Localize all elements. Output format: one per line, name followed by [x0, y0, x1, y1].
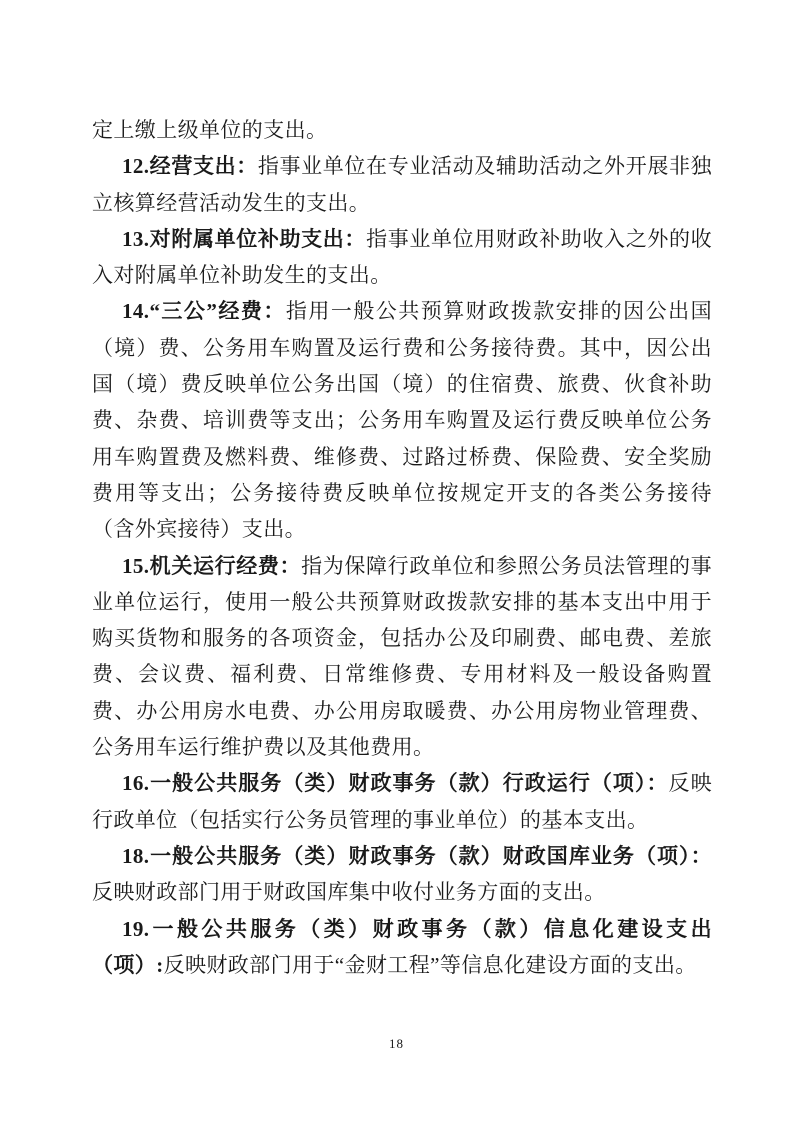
- paragraph-text: 指为保障行政单位和参照公务员法管理的事业单位运行，使用一般公共预算财政拨款安排的基本支出中用于购买货物和服务的各项资金，包括办公及印刷费、邮电费、差旅费、会议费、福利费、日常维修费、专用材料及一般设备购置费、办公用房水电费、办公用房取暖费、办公用房物业管理费、公务用车运行维护费以及其他费用。: [92, 553, 712, 760]
- term-label: 12.经营支出：: [122, 154, 258, 179]
- paragraph-item-19: [92, 911, 712, 984]
- paragraph-item-14: [92, 293, 712, 547]
- term-label: 15.机关运行经费：: [122, 553, 302, 578]
- paragraph-text: 指事业单位在专业活动及辅助活动之外开展非独立核算经营活动发生的支出。: [92, 154, 712, 215]
- term-label: 19.一般公共服务（类）财政事务（款）信息化建设支出（项）:: [92, 916, 712, 977]
- document-body: [92, 112, 712, 983]
- paragraph-text: 指事业单位用财政补助收入之外的收入对附属单位补助发生的支出。: [92, 226, 713, 288]
- paragraph-item-16: [92, 765, 712, 838]
- paragraph-item-18: [92, 838, 712, 911]
- paragraph-text: 反映财政部门用于财政国库集中收付业务方面的支出。: [92, 880, 606, 905]
- paragraph-text: 反映行政单位（包括实行公务员管理的事业单位）的基本支出。: [92, 771, 712, 832]
- paragraph-text: 指用一般公共预算财政拨款安排的因公出国（境）费、公务用车购置及运行费和公务接待费。其中，因公出国（境）费反映单位公务出国（境）的住宿费、旅费、伙食补助费、杂费、培训费等支出；公务用车购置及运行费反映单位公务用车购置费及燃料费、维修费、过路过桥费、保险费、安全奖励费用等支出；公务接待费反映单位按规定开支的各类公务接待（含外宾接待）支出。: [92, 299, 712, 542]
- paragraph-item-12: [92, 148, 712, 221]
- term-label: 18.一般公共服务（类）财政事务（款）财政国库业务（项）：: [122, 843, 712, 868]
- page-number: 18: [389, 1036, 404, 1051]
- paragraph-item-15: [92, 548, 712, 766]
- paragraph-item-13: [92, 221, 712, 294]
- term-label: 14.“三公”经费：: [122, 299, 286, 324]
- term-label: 16.一般公共服务（类）财政事务（款）行政运行（项）：: [122, 771, 669, 796]
- term-label: 13.对附属单位补助支出：: [122, 226, 367, 251]
- paragraph-continuation: [92, 112, 712, 148]
- paragraph-text: 定上缴上级单位的支出。: [92, 118, 328, 142]
- paragraph-text: 反映财政部门用于“金财工程”等信息化建设方面的支出。: [163, 952, 697, 977]
